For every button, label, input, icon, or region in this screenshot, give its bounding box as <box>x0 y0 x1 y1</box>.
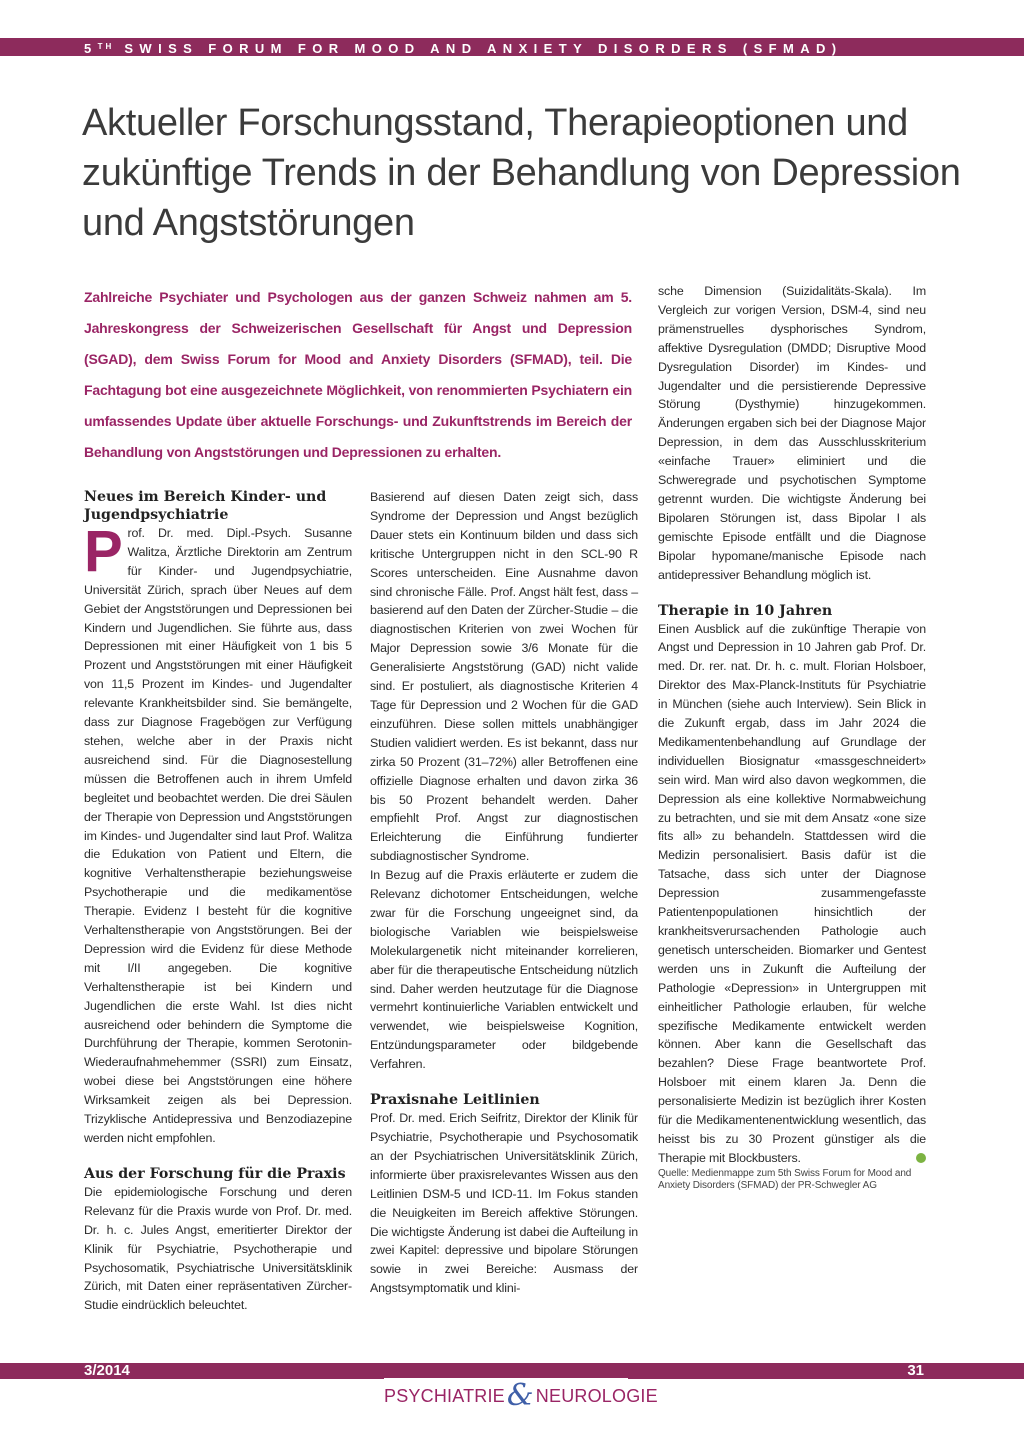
paragraph: sche Dimension (Suizidalitäts-Skala). Im Vergleich zur vorigen Version, DSM-4, sind neu prämenstruelles dysphorisches Syndrom, affektive Dysregulation (DMDD; Disruptive Mood Dysregulation Disorder) im Kindes- und Jugendalter und die persistierende Depressive Störung (Dysthymie) hinzugekommen. Änderungen ergaben sich bei der Diagnose Major Depression, in dem das Ausschlusskriterium «einfache Trauer» eliminiert und die Schweregrade und psychotischen Symptome getrennt wurden. Die wichtigste Änderung bei Bipolaren Störungen ist, dass Bipolar I als gemischte Episode entfällt und die Diagnose Bipolar hypomane/manische Episode nach antidepressiver Behandlung möglich ist. <box>658 284 926 582</box>
column-3 <box>658 282 926 1192</box>
journal-name-left: PSYCHIATRIE <box>384 1386 505 1406</box>
paragraph: Prof. Dr. med. Erich Seifritz, Direktor der Klinik für Psychiatrie, Psychotherapie und Psychosomatik an der Psychiatrischen Universitätsklinik Zürich, informierte über praxisrelevantes Wissen aus den Leitlinien DSM-5 und ICD-11. Im Fokus standen die Neuigkeiten im Bereich affektive Störungen. Die wichtigste Änderung ist dabei die Aufteilung in zwei Kapitel: depressive und bipolare Störungen sowie in zwei Bereiche: Ausmass der Angstsymptomatik und klini- <box>370 1111 638 1296</box>
paragraph: Einen Ausblick auf die zukünftige Therapie von Angst und Depression in 10 Jahren gab Prof. Dr. med. Dr. rer. nat. Dr. h. c. mult. Florian Holsboer, Direktor des Max-Planck-Instituts für Psychiatrie in München (siehe auch Interview). Sein Blick in die Zukunft ergab, dass im Jahr 2024 die Medikamentenbehandlung auf Grundlage der individuellen Biosignatur «massgeschneidert» sein wird. Man wird also davon wegkommen, die Depression als eine kollektive Normabweichung zu betrachten, und sie mit dem Ansatz «one size fits all» zu behandeln. Stattdessen wird die Medizin personalisiert. Basis dafür ist die Tatsache, dass sich unter der Diagnose Depression zusammengefasste Patientenpopulationen hinsichtlich der krankheitsverursachenden Pathologie auch genetisch unterscheiden. Biomarker und Gentest werden uns in Zukunft die Aufteilung der Pathologie «Depression» in Untergruppen mit einheitlicher Pathologie erlauben, für welche spezifische Medikamente entwickelt werden können. Aber kann die Gesellschaft das bezahlen? Diese Frage beantwortete Prof. Holsboer mit einem klaren Ja. Denn die personalisierte Medizin ist bezüglich ihrer Kosten für die Medikamentenentwicklung wesentlich, das heisst bis zu 30 Prozent günstiger als die Therapie mit Blockbusters. <box>658 621 926 1165</box>
ampersand-mark: & <box>506 1378 534 1413</box>
page-number: 31 <box>907 1362 924 1379</box>
footer-band <box>0 1363 1024 1379</box>
conference-name: 5TH SWISS FORUM FOR MOOD AND ANXIETY DISORDERS (SFMAD) <box>84 41 843 56</box>
article-title: Aktueller Forschungsstand, Therapieoptionen und zukünftige Trends in der Behandlung von Depression und Angststörungen <box>82 102 961 244</box>
paragraph: Basierend auf diesen Daten zeigt sich, dass Syndrome der Depression und Angst bezüglich Dauer stets ein Kontinuum bilden und dass sich kritische Untergruppen nicht in den SCL-90 R Scores unterscheiden. Eine Ausnahme davon sind chronische Fälle. Prof. Angst hält fest, dass – basierend auf den Daten der Zürcher-Studie – die diagnostischen Kriterien von zwei Wochen für Major Depression sowie 3/6 Monate für die Generalisierte Angststörung (GAD) nicht valide sind. Er postuliert, als diagnostische Kriterien 4 Tage für Depression und 2 Wochen für die GAD einzuführen. Diese sollen mittels unabhängiger Studien validiert werden. Es ist bekannt, dass nur zirka 50 Prozent (31–72%) aller Betroffenen eine offizielle Diagnose erhalten und davon zirka 36 bis 50 Prozent behandelt werden. Daher empfiehlt Prof. Angst zur diagnostischen Erleichterung die Einführung fundierter subdiagnostischer Syndrome. <box>370 490 638 864</box>
article-lead: Zahlreiche Psychiater und Psychologen aus der ganzen Schweiz nahmen am 5. Jahreskongress der Schweizerischen Gesellschaft für Angst und Depression (SGAD), dem Swiss Forum for Mood and Anxiety Disorders (SFMAD), teil. Die Fachtagung bot eine ausgezeichnete Möglichkeit, von renommierten Psychiatern ein umfassendes Update über aktuelle Forschungs- und Zukunftstrends im Bereich der Behandlung von Angststörungen und Depressionen zu erhalten. <box>84 289 632 460</box>
paragraph: Die epidemiologische Forschung und deren Relevanz für die Praxis wurde von Prof. Dr. med. Dr. h. c. Jules Angst, emeritierter Direktor der Klinik für Psychiatrie, Psychotherapie und Psychosomatik, Psychiatrische Universitätsklinik Zürich, mit Daten einer repräsentativen Zürcher-Studie eindrücklich beleuchtet. <box>84 1184 352 1313</box>
paragraph: In Bezug auf die Praxis erläuterte er zudem die Relevanz dichotomer Entscheidungen, welche zwar für die Forschung ungeeignet sind, da biologische Variablen wie beispielsweise Molekulargenetik nicht miteinander korrelieren, aber für die therapeutische Entscheidung nützlich sind. Daher werden heutzutage für die Diagnose vermehrt kontinuierliche Variablen entwickelt und verwendet, wie beispielsweise Kognition, Entzündungsparameter oder bildgebende Verfahren. <box>370 868 638 1072</box>
journal-logo <box>384 1378 658 1414</box>
drop-cap: P <box>84 519 123 584</box>
section-heading-forschung: Aus der Forschung für die Praxis <box>84 1165 346 1182</box>
journal-name-right: NEUROLOGIE <box>535 1386 658 1406</box>
column-1 <box>84 488 352 1315</box>
column-2 <box>370 488 638 1298</box>
issue-number: 3/2014 <box>84 1362 130 1379</box>
section-heading-kinder: Neues im Bereich Kinder- und Jugendpsychiatrie <box>84 489 327 523</box>
header-band <box>0 38 1024 56</box>
paragraph: Prof. Dr. med. Dipl.-Psych. Susanne Walitza, Ärztliche Direktorin am Zentrum für Kinder- und Jugendpsychiatrie, Universität Zürich, sprach über Neues auf dem Gebiet der Angststörungen und Depressionen bei Kindern und Jugendlichen. Sie führte aus, dass Depressionen mit einer Häufigkeit von 1 bis 5 Prozent und Angststörungen mit einer Häufigkeit von 11,5 Prozent im Kindes- und Jugendalter relevante Krankheitsbilder sind. Sie bemängelte, dass zur Diagnose Fragebögen zur Verfügung stehen, welche aber in der Praxis nicht ausreichend sind. Für die Diagnosestellung müssen die Betroffenen auch in ihrem Umfeld begleitet und beobachtet werden. Die drei Säulen der Therapie von Depression und Angststörungen im Kindes- und Jugendalter sind laut Prof. Walitza die Edukation von Patient und Eltern, die kognitive Verhaltenstherapie beziehungsweise Psychotherapie und die medikamentöse Therapie. Evidenz I besteht für die kognitive Verhaltenstherapie von Angststörungen. Bei der Depression wird die Evidenz für diese Methode mit I/II angegeben. Die kognitive Verhaltenstherapie ist bei Kindern und Jugendlichen die erste Wahl. Ist dies nicht ausreichend oder behindern die Symptome die Durchführung der Therapie, kommen Serotonin-Wiederaufnahmehemmer (SSRI) zum Einsatz, wobei diese bei Angststörungen eine höhere Wirksamkeit zeigen als bei Depression. Trizyklische Antidepressiva und Benzodiazepine werden nicht empfohlen. <box>84 519 352 1145</box>
section-heading-leitlinien: Praxisnahe Leitlinien <box>370 1092 540 1109</box>
source-note: Quelle: Medienmappe zum 5th Swiss Forum for Mood and Anxiety Disorders (SFMAD) der PR-Schwegler AG <box>658 1167 912 1191</box>
section-heading-therapie: Therapie in 10 Jahren <box>658 602 833 619</box>
green-dot-icon <box>916 1153 926 1163</box>
